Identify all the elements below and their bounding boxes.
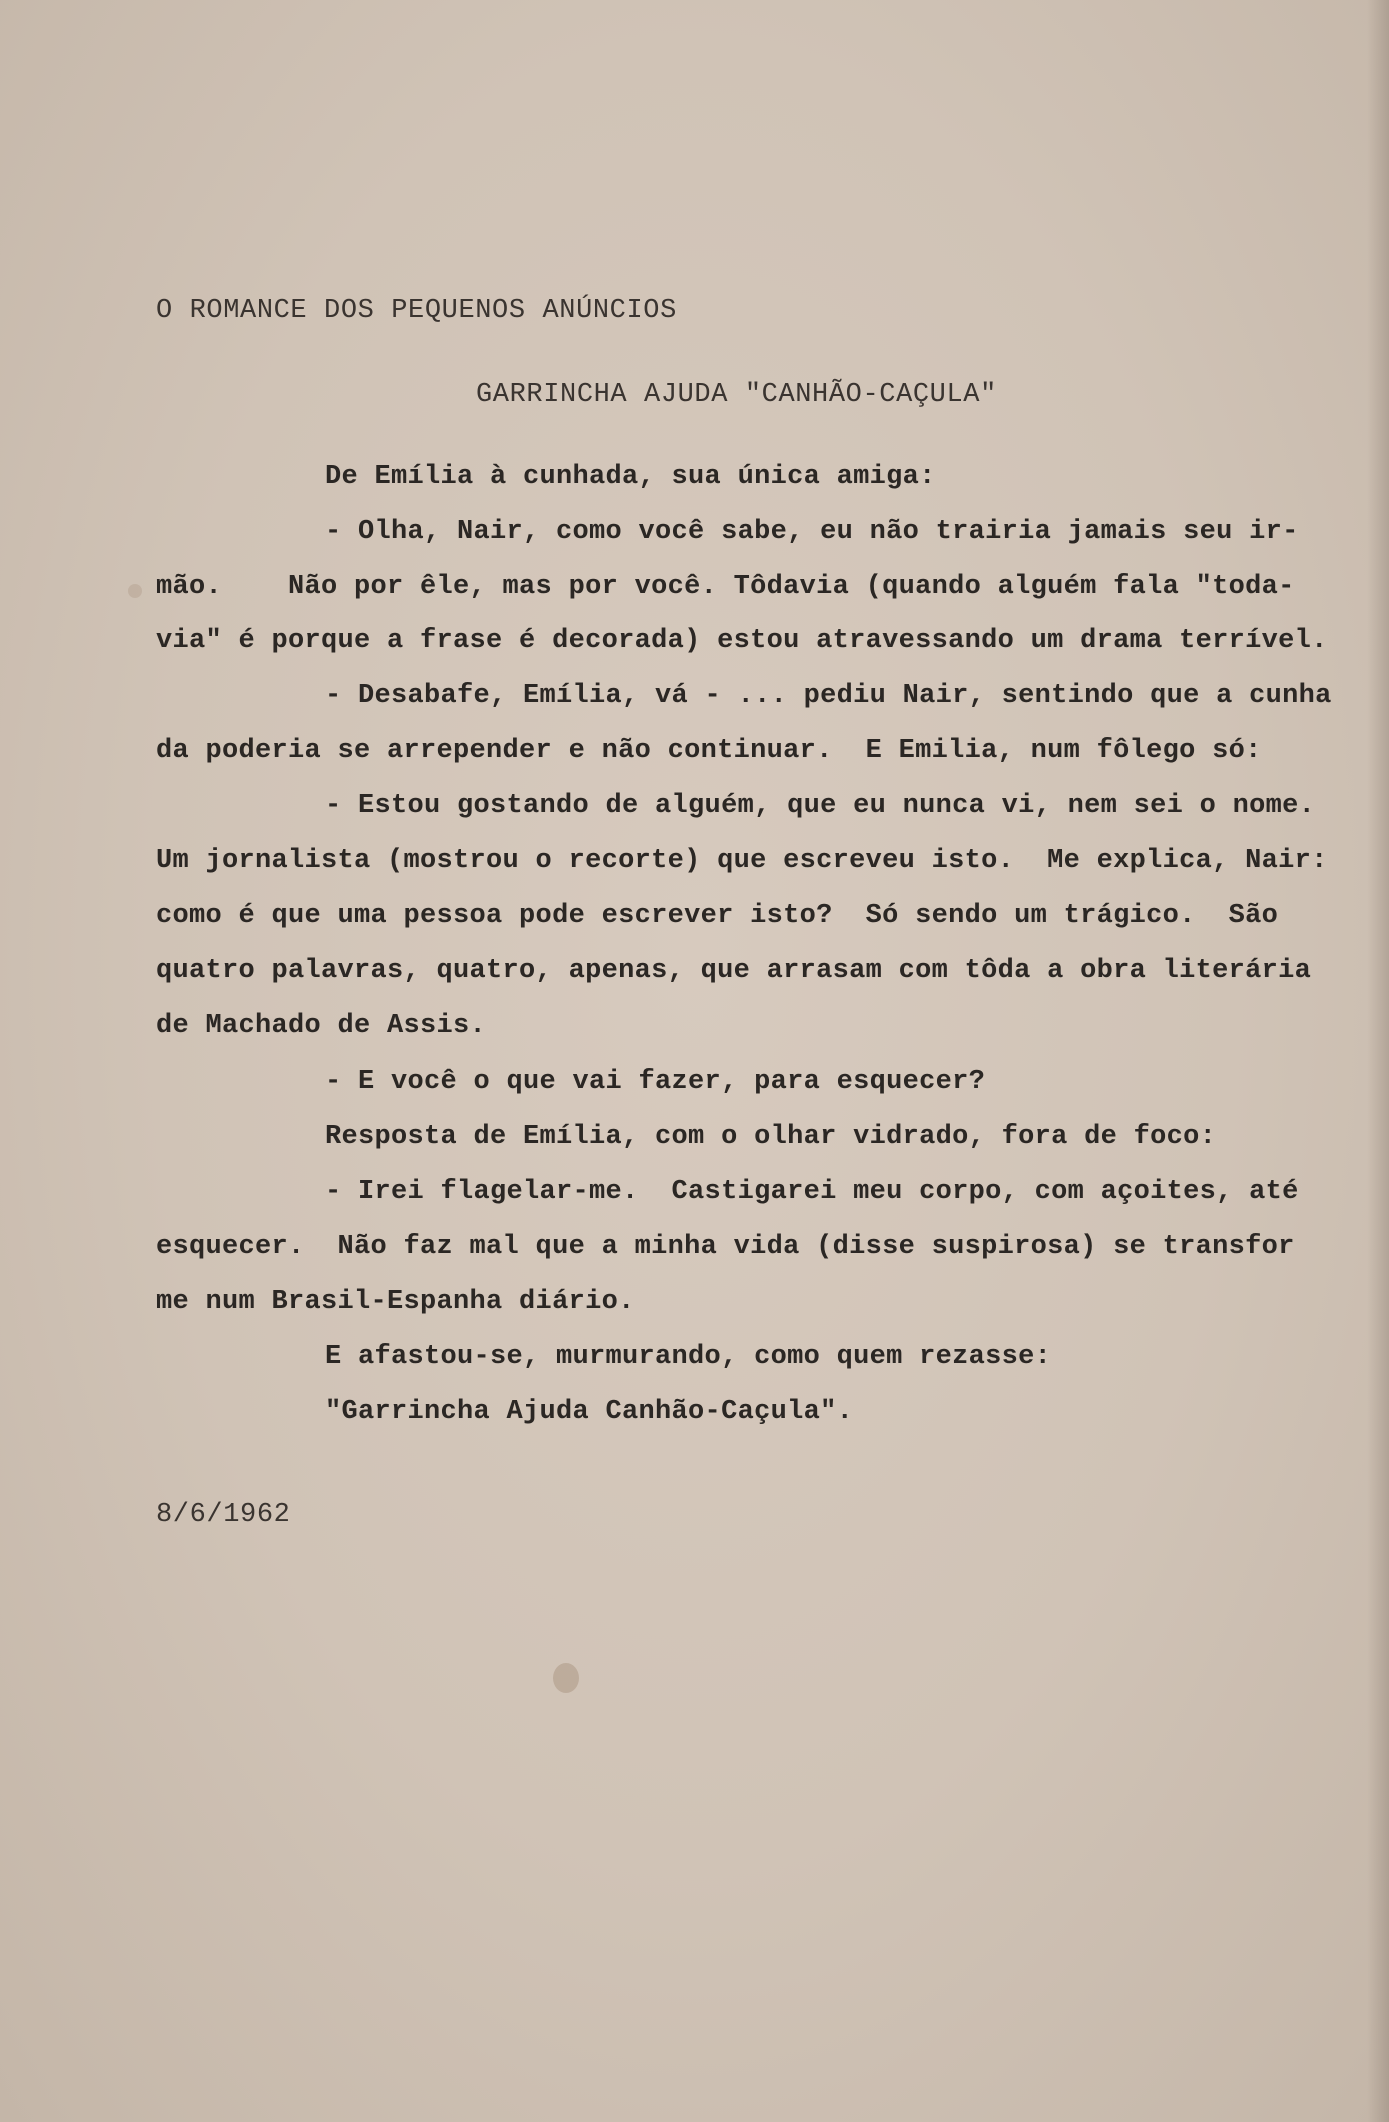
text-line: - Estou gostando de alguém, que eu nunca vi, nem sei o nome. (325, 791, 1316, 821)
text-line: E afastou-se, murmurando, como quem rezasse: (325, 1342, 1052, 1372)
text-line: - Desabafe, Emília, vá - ... pediu Nair, sentindo que a cunha (325, 681, 1332, 711)
page-edge-shadow (1367, 0, 1389, 2122)
story-title: GARRINCHA AJUDA "CANHÃO-CAÇULA" (476, 380, 997, 410)
series-title: O ROMANCE DOS PEQUENOS ANÚNCIOS (156, 296, 677, 326)
paper-stain (128, 584, 142, 598)
text-line: mão. Não por êle, mas por você. Tôdavia (quando alguém fala "toda- (156, 572, 1295, 602)
text-line: - E você o que vai fazer, para esquecer? (325, 1067, 986, 1097)
text-line: De Emília à cunhada, sua única amiga: (325, 462, 936, 492)
text-line: - Irei flagelar-me. Castigarei meu corpo, com açoites, até (325, 1177, 1299, 1207)
text-line: Resposta de Emília, com o olhar vidrado, fora de foco: (325, 1122, 1217, 1152)
text-line: Um jornalista (mostrou o recorte) que escreveu isto. Me explica, Nair: (156, 846, 1328, 876)
text-line: de Machado de Assis. (156, 1011, 487, 1041)
text-line: - Olha, Nair, como você sabe, eu não trairia jamais seu ir- (325, 517, 1299, 547)
paper-stain (553, 1663, 579, 1693)
text-line: esquecer. Não faz mal que a minha vida (disse suspirosa) se transfor (156, 1232, 1295, 1262)
text-line: quatro palavras, quatro, apenas, que arrasam com tôda a obra literária (156, 956, 1312, 986)
document-date: 8/6/1962 (156, 1500, 291, 1530)
text-line: da poderia se arrepender e não continuar. E Emilia, num fôlego só: (156, 736, 1262, 766)
text-line: via" é porque a frase é decorada) estou atravessando um drama terrível. (156, 626, 1328, 656)
text-line: me num Brasil-Espanha diário. (156, 1287, 635, 1317)
text-line: como é que uma pessoa pode escrever isto? Só sendo um trágico. São (156, 901, 1279, 931)
text-line: "Garrincha Ajuda Canhão-Caçula". (325, 1397, 854, 1427)
